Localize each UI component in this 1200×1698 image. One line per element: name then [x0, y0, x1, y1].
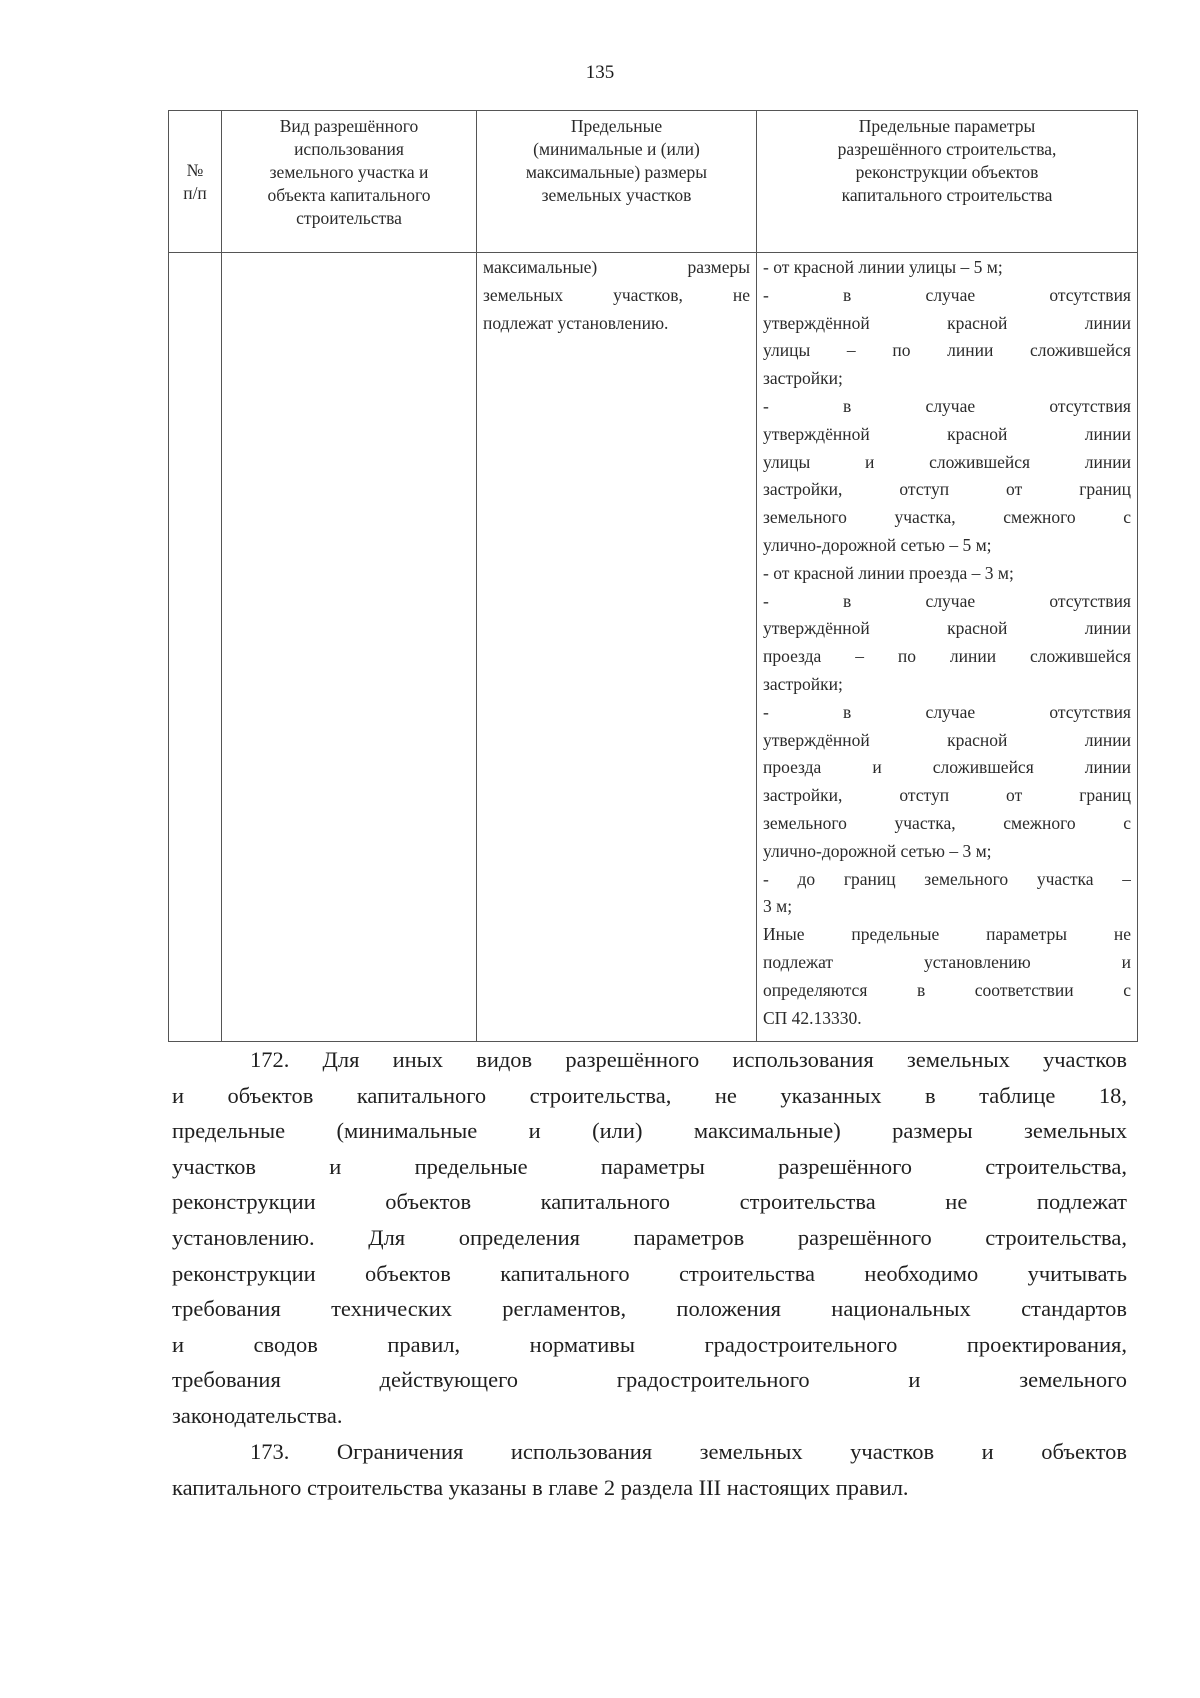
- cell-line: 3 м;: [763, 896, 793, 917]
- cell-line: утверждённой красной линии: [763, 618, 1131, 639]
- header-construction-params: Предельные параметры разрешённого строительства, реконструкции объектов капитального строительства: [757, 111, 1138, 253]
- cell-line: СП 42.13330.: [763, 1007, 862, 1028]
- paragraph-172: [172, 1042, 1127, 1434]
- page-number: 135: [585, 62, 615, 83]
- header-use-type: Вид разрешённого использования земельного участка и объекта капитального строительства: [222, 111, 477, 253]
- cell-line: утверждённой красной линии: [763, 312, 1131, 333]
- cell-line: - в случае отсутствия: [763, 284, 1131, 305]
- cell-use-type: [222, 253, 477, 1042]
- cell-line: улично-дорожной сетью – 5 м;: [763, 534, 992, 555]
- cell-line: утверждённой красной линии: [763, 729, 1131, 750]
- cell-line: застройки;: [763, 368, 843, 389]
- cell-line: улично-дорожной сетью – 3 м;: [763, 840, 992, 861]
- cell-line: земельных участков, не: [483, 284, 750, 305]
- regulations-table: [168, 110, 1138, 1042]
- cell-line: - от красной линии улицы – 5 м;: [763, 257, 1003, 277]
- cell-line: улицы – по линии сложившейся: [763, 340, 1131, 361]
- cell-line: подлежат установлению.: [483, 312, 669, 333]
- cell-line: утверждённой красной линии: [763, 423, 1131, 444]
- cell-plot-sizes: [477, 253, 757, 1042]
- cell-line: определяются в соответствии с: [763, 979, 1131, 1000]
- cell-line: земельного участка, смежного с: [763, 812, 1131, 833]
- paragraph-line: и сводов правил, нормативы градостроительного проектирования,: [172, 1331, 1127, 1357]
- paragraph-173: [172, 1434, 1127, 1505]
- cell-line: проезда – по линии сложившейся: [763, 646, 1131, 667]
- cell-number: [169, 253, 222, 1042]
- header-number: № п/п: [169, 111, 222, 253]
- cell-line: земельного участка, смежного с: [763, 507, 1131, 528]
- table-row: [169, 253, 1138, 1042]
- cell-line: - от красной линии проезда – 3 м;: [763, 562, 1014, 583]
- paragraph-line: участков и предельные параметры разрешённого строительства,: [172, 1153, 1127, 1179]
- cell-line: - в случае отсутствия: [763, 701, 1131, 722]
- paragraph-line: капитального строительства указаны в главе 2 раздела III настоящих правил.: [172, 1474, 909, 1500]
- cell-line: проезда и сложившейся линии: [763, 757, 1131, 778]
- cell-line: подлежат установлению и: [763, 951, 1131, 972]
- cell-construction-params: [757, 253, 1138, 1042]
- cell-line: - в случае отсутствия: [763, 395, 1131, 416]
- cell-line: максимальные) размеры: [483, 257, 750, 277]
- table-header-row: [169, 111, 1138, 253]
- paragraph-line: и объектов капитального строительства, не указанных в таблице 18,: [172, 1082, 1127, 1108]
- cell-line: застройки, отступ от границ: [763, 785, 1131, 806]
- cell-line: улицы и сложившейся линии: [763, 451, 1131, 472]
- paragraph-line: реконструкции объектов капитального строительства необходимо учитывать: [172, 1260, 1127, 1286]
- cell-line: застройки, отступ от границ: [763, 479, 1131, 500]
- paragraph-line: требования действующего градостроительного и земельного: [172, 1367, 1127, 1393]
- paragraph-line: 173. Ограничения использования земельных участков и объектов: [250, 1439, 1127, 1464]
- paragraph-line: требования технических регламентов, положения национальных стандартов: [172, 1296, 1127, 1322]
- paragraph-line: предельные (минимальные и (или) максимальные) размеры земельных: [172, 1118, 1127, 1144]
- paragraph-line: установлению. Для определения параметров разрешённого строительства,: [172, 1224, 1127, 1250]
- paragraph-line: законодательства.: [172, 1402, 343, 1428]
- cell-line: - в случае отсутствия: [763, 590, 1131, 611]
- cell-line: - до границ земельного участка –: [763, 868, 1131, 889]
- cell-line: Иные предельные параметры не: [763, 924, 1131, 945]
- cell-line: застройки;: [763, 673, 843, 694]
- header-plot-sizes: Предельные (минимальные и (или) максимальные) размеры земельных участков: [477, 111, 757, 253]
- paragraph-line: реконструкции объектов капитального строительства не подлежат: [172, 1189, 1127, 1215]
- paragraph-line: 172. Для иных видов разрешённого использования земельных участков: [250, 1047, 1127, 1072]
